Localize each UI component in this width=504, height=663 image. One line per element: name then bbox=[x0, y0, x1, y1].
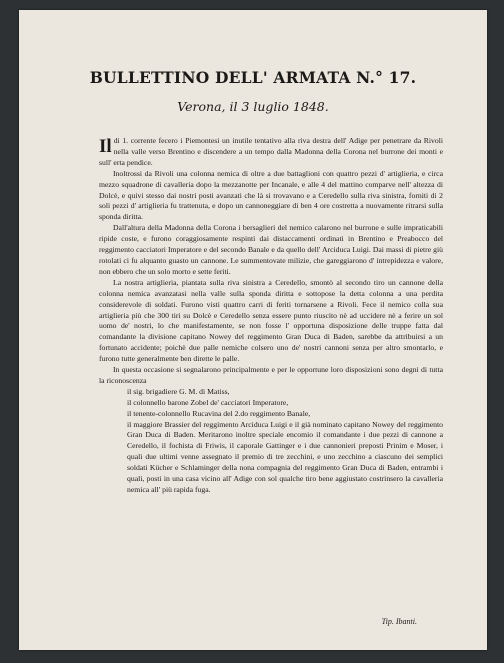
honor-item-2: il colonnello barone Zobel de' cacciatori Imperatore, bbox=[127, 397, 289, 407]
honor-item-1: il sig. brigadiere G. M. di Matiss, bbox=[127, 386, 230, 396]
paragraph-2: Inoltrossi da Rivoli una colonna nemica di oltre a due battaglioni con quattro pezzi d' artiglieria, e circa mezzo squadrone di cavalleria dopo la mezzanotte per Incanale, e alle 4 del mattino comparve nell' altezza di Dolcè, e quivi stesso dai nostri posti avanzati che là si trovavano e a Ceredello sulla riva sinistra, forniti di 2 soli pezzi d' artiglieria fu trattenuta, e dopo un cannoneggiare di ben 4 ore costretta a nuovamente ritrarsi sulla sponda diritta. bbox=[99, 168, 443, 222]
printer-imprint: Tip. Ibanti. bbox=[381, 617, 417, 626]
honor-item-3: il tenente-colonnello Rucavina del 2.do reggimento Banale, bbox=[127, 408, 311, 418]
honor-item-4: il maggiore Brassier del reggimento Arciduca Luigi e il già nominato capitano Nowey del reggimento Gran Duca di Baden. Meritarono inoltre speciale encomio il comandante i due pezzi di cannone a Ceredello, il fochista di Friwis, il caporale Gattinger e i due cannonieri preposti Prinim e Moser, i quali due ultimi venne assegnato il premio di tre zecchini, e uno zecchino a ciascuno dei semplici soldati Kücher e Schlaminger della nona compagnia del reggimento Gran Duca di Baden, entrambi i quali, posti in una casa vicino all' Adige con sol qualche tiro bene aggiustato costrinsero la cavalleria nemica all' più rapida fuga. bbox=[127, 419, 443, 494]
paragraph-3: Dall'altura della Madonna della Corona i bersaglieri del nemico calarono nel burrone e sulle impraticabili ripide coste, e furono coraggiosamente respinti dai distaccamenti ordinati in Brentino e Preabocco del reggimento cacciatori Imperatore e del secondo Banale e da quello dell' Arciduca Luigi. Dai massi di pietre giù rotolati ci fu alquanto guasto un cannone. Le summentovate milizie, che gareggiarono d' intrepidezza e valore, non ebbero che un solo morto e sette feriti. bbox=[99, 223, 443, 276]
drop-cap: Il bbox=[99, 136, 112, 157]
bulletin-body bbox=[99, 136, 443, 496]
paragraph-1 bbox=[99, 136, 443, 169]
paragraph-1-text: di 1. corrente fecero i Piemontesi un inutile tentativo alla riva destra dell' Adige per penetrare da Rivoli nella valle verso Brentino e discendere a un tempo dalla Madonna della Corona nel burrone dei monti e sull' erta pendice. bbox=[99, 136, 443, 167]
bulletin-title: BULLETTINO DELL' ARMATA N.° 17. bbox=[89, 68, 417, 87]
dateline: Verona, il 3 luglio 1848. bbox=[177, 99, 329, 114]
paragraph-5: In questa occasione si segnalarono principalmente e per le opportune loro disposizioni sono degni di tutta la riconoscenza bbox=[99, 365, 443, 385]
paragraph-4: La nostra artiglieria, piantata sulla riva sinistra a Ceredello, smontò al secondo tiro un cannone della colonna nemica avanzatasi nella valle sulla sponda diritta e sottopose la detta colonna a una perdita considerevole di soldati. Furono visti quattro carri di feriti tornarsene a Rivoli. Fece il nemico colla sua artiglieria più che 300 tiri su Dolcè e Ceredello senza essere punto riuscito nè ad uccidere nè a ferire un sol uomo de' nostri, lo che manifestamente, se non fosse l' opportuna disposizione delle truppe fatta dal comandante la divisione capitano Nowey del reggimento Gran Duca di Baden, sarebbe da attribuirsi a un fortunato accidente; poichè due palle nemiche colsero uno de' nostri cannoni senza per altro smontarlo, e furono tutte generalmente ben dirette le palle. bbox=[99, 277, 443, 364]
bulletin-sheet bbox=[19, 10, 487, 650]
